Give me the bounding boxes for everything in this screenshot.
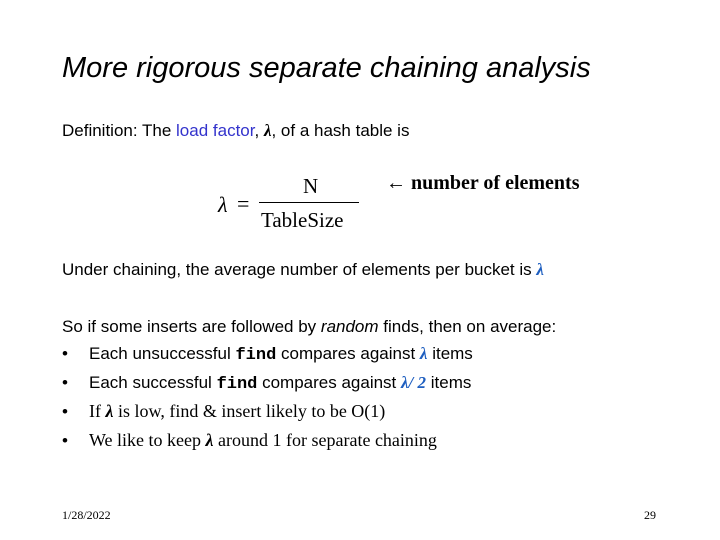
bullet-unsuccessful-find: [89, 344, 473, 365]
slide-title: More rigorous separate chaining analysis: [62, 52, 591, 84]
bullet-successful-find: [89, 373, 471, 394]
load-factor-term: load factor: [176, 121, 255, 140]
lambda-symbol: λ: [105, 401, 114, 421]
footer-page-number: 29: [644, 508, 656, 522]
lambda-symbol: λ: [263, 121, 272, 140]
bullet-marker: •: [62, 373, 68, 392]
load-factor-formula: [215, 170, 375, 240]
bullet-text: Each successful: [89, 373, 217, 392]
formula-denominator: TableSize: [261, 208, 344, 232]
formula-lambda: λ: [218, 192, 228, 217]
bullet-marker: •: [62, 431, 68, 450]
formula-equals: =: [237, 191, 250, 216]
bullet-text: is low, find & insert likely to be O(1): [113, 401, 386, 421]
bullet-text: items: [427, 344, 473, 363]
bullet-text: Each unsuccessful: [89, 344, 236, 363]
bullet-low-lambda: [89, 401, 385, 422]
formula-numerator: N: [303, 174, 319, 198]
definition-prefix: Definition: The: [62, 121, 177, 140]
random-finds-line: [62, 317, 556, 337]
arrow-note: ← number of elements: [386, 172, 580, 194]
random-prefix: So if some inserts are followed by: [62, 317, 321, 336]
bullet-marker: •: [62, 402, 68, 421]
chaining-text: Under chaining, the average number of elements per bucket is: [62, 260, 537, 279]
bullet-keep-lambda: [89, 430, 437, 451]
bullet-text: If: [89, 401, 106, 421]
bullet-text: We like to keep: [89, 430, 206, 450]
bullet-text: compares against: [276, 344, 420, 363]
footer-date: 1/28/2022: [62, 508, 111, 522]
lambda-symbol: λ: [419, 344, 428, 363]
chaining-line: [62, 260, 544, 280]
fraction-bar: [259, 202, 359, 203]
code-find: find: [216, 375, 258, 394]
bullet-text: compares against: [257, 373, 402, 392]
definition-line: [62, 121, 409, 141]
lambda-symbol: λ: [205, 430, 214, 450]
random-emph: random: [320, 317, 379, 336]
lambda-half-symbol: λ/ 2: [401, 373, 427, 392]
definition-suffix: , of a hash table is: [271, 121, 410, 140]
code-find: find: [235, 346, 277, 365]
bullet-text: items: [426, 373, 472, 392]
random-suffix: finds, then on average:: [378, 317, 557, 336]
bullet-text: around 1 for separate chaining: [213, 430, 437, 450]
bullet-marker: •: [62, 344, 68, 363]
definition-sep: ,: [254, 121, 264, 140]
lambda-symbol: λ: [536, 260, 544, 279]
